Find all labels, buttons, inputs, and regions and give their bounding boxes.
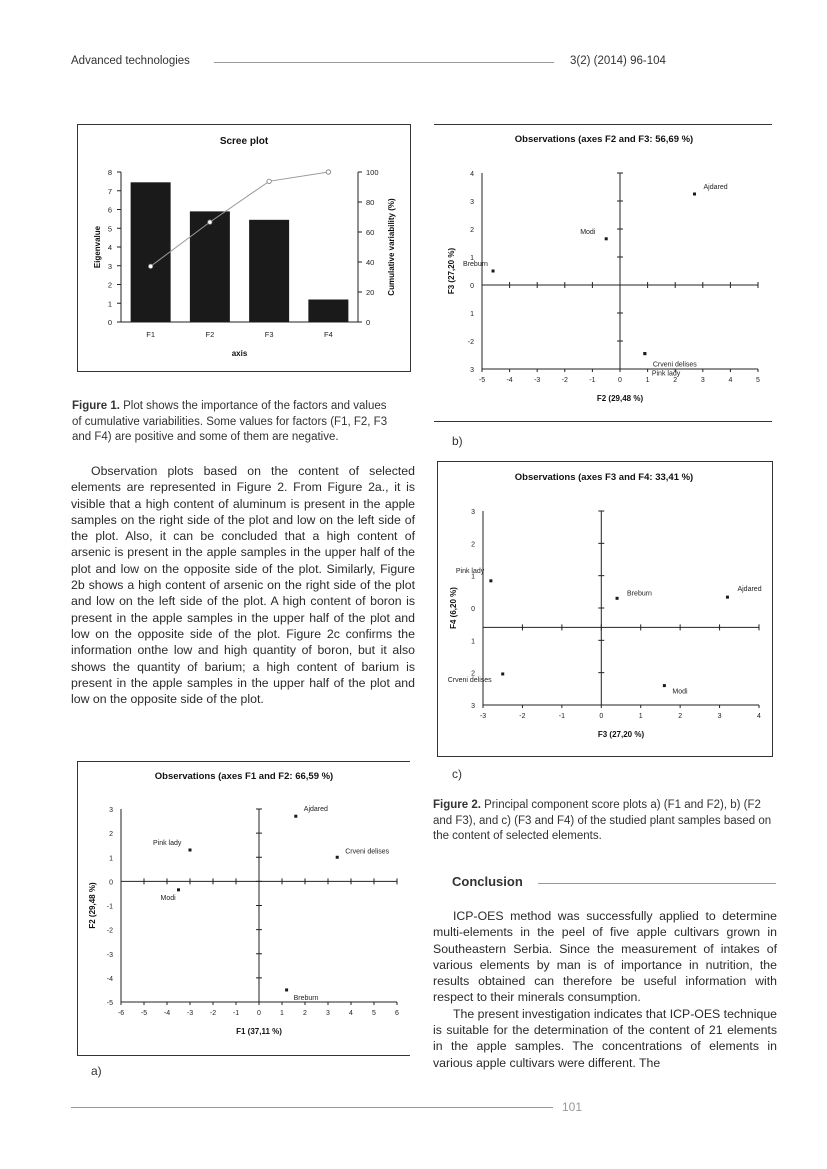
scree-y-label: Eigenvalue xyxy=(93,225,102,269)
x-tick-label: 4 xyxy=(757,713,761,720)
point-breburn xyxy=(616,597,619,600)
point-pink-lady xyxy=(189,849,192,852)
scree-y2-tick-label: 40 xyxy=(366,258,375,267)
scree-y-tick-label: 0 xyxy=(107,318,112,327)
x-tick-label: -3 xyxy=(479,713,487,720)
point-label-modi: Modi xyxy=(672,688,688,696)
scatter-title: Observations (axes F3 and F4: 33,41 %) xyxy=(514,472,694,483)
x-tick-label: -4 xyxy=(506,377,513,384)
issue-reference: 3(2) (2014) 96-104 xyxy=(570,55,666,67)
scree-bar-f2 xyxy=(190,211,230,322)
x-tick-label: 5 xyxy=(372,1010,376,1017)
figure-2b-panel xyxy=(434,125,772,421)
scree-y2-label: Cumulative variability (%) xyxy=(387,198,396,296)
figure-1-caption-label: Figure 1. xyxy=(72,400,120,412)
body-paragraph xyxy=(71,463,415,707)
y-tick-label: 1 xyxy=(470,255,474,262)
point-crveni-delises xyxy=(501,672,504,675)
cumulative-point-f3 xyxy=(267,179,271,183)
scree-x-label: axis xyxy=(231,349,248,358)
point-label-ajdared: Ajdared xyxy=(303,806,328,814)
point-label-pink-lady: Pink lady xyxy=(153,840,182,848)
y-tick-label: 3 xyxy=(471,509,475,516)
cumulative-point-f2 xyxy=(208,220,212,224)
y-tick-label: 4 xyxy=(470,171,474,178)
y-tick-label: 0 xyxy=(471,606,475,613)
y-tick-label: 1 xyxy=(471,638,475,646)
scree-y-tick-label: 7 xyxy=(107,186,112,196)
x-tick-label: 4 xyxy=(728,377,733,384)
y-tick-label: 3 xyxy=(109,807,113,814)
scree-y-tick-label: 6 xyxy=(107,205,112,215)
y-tick-label: -4 xyxy=(106,975,113,983)
x-tick-label: 3 xyxy=(700,377,705,384)
y-axis-label: F3 (27,20 %) xyxy=(447,247,456,295)
y-tick-label: 2 xyxy=(471,541,475,549)
scree-title: Scree plot xyxy=(219,136,269,147)
x-tick-label: 1 xyxy=(280,1010,284,1017)
scree-y-tick-label: 4 xyxy=(107,243,112,252)
scree-bar-f4 xyxy=(308,300,348,323)
point-breburn xyxy=(285,988,288,991)
scree-y2-tick-label: 100 xyxy=(366,168,379,177)
cumulative-point-f4 xyxy=(326,170,330,174)
x-tick-label: -5 xyxy=(478,377,486,384)
page-number: 101 xyxy=(562,1100,583,1114)
conclusion-paragraph-2: The present investigation indicates that ICP-OES technique is suitable for the determination of the content of 21 elements in the apple samples. The concentrations of elements in various apple cultivars were different. The xyxy=(433,1006,778,1070)
x-tick-label: 0 xyxy=(599,713,604,720)
y-axis-label: F4 (6,20 %) xyxy=(449,587,458,629)
point-label-breburn: Breburn xyxy=(627,590,652,598)
x-axis-label: F3 (27,20 %) xyxy=(597,730,645,739)
x-tick-label: 2 xyxy=(673,377,678,384)
scree-bar-f1 xyxy=(131,182,171,322)
point-label-crveni-delises: Crveni delises xyxy=(447,676,492,684)
cumulative-point-f1 xyxy=(148,264,152,268)
y-tick-label: 1 xyxy=(471,573,475,581)
x-tick-label: -1 xyxy=(589,377,596,384)
point-ajdared xyxy=(726,596,729,599)
point-pink-lady xyxy=(643,352,646,355)
scree-y2-tick-label: 0 xyxy=(366,318,371,327)
scree-x-tick-label: F3 xyxy=(264,330,274,339)
y-tick-label: 0 xyxy=(109,879,113,887)
figure-1-caption xyxy=(72,399,392,446)
x-tick-label: 4 xyxy=(349,1010,353,1017)
y-tick-label: 3 xyxy=(470,367,474,374)
y-tick-label: -1 xyxy=(106,903,113,911)
x-tick-label: 2 xyxy=(303,1010,307,1017)
point-label-breburn: Breburn xyxy=(463,261,488,268)
scree-x-tick-label: F1 xyxy=(146,330,156,339)
x-tick-label: -2 xyxy=(561,377,568,384)
scree-plot-svg xyxy=(78,125,410,371)
y-tick-label: 0 xyxy=(470,283,474,290)
figure-2b-svg xyxy=(434,125,772,421)
x-tick-label: -5 xyxy=(140,1010,148,1017)
scree-y-tick-label: 1 xyxy=(107,299,112,309)
x-tick-label: 5 xyxy=(756,377,760,384)
point-label-breburn: Breburn xyxy=(293,994,319,1002)
figure-2a-svg xyxy=(78,762,410,1055)
point-crveni-delises xyxy=(336,856,339,859)
point-label-pink-lady: Pink lady xyxy=(651,370,681,378)
figure-2-caption xyxy=(433,798,773,845)
figure-2a-panel xyxy=(77,761,410,1056)
y-tick-label: 2 xyxy=(470,227,474,234)
figure-2b-bottom-rule xyxy=(434,421,772,422)
y-tick-label: 1 xyxy=(470,311,474,318)
point-modi xyxy=(177,888,180,891)
figure-2c-svg xyxy=(438,462,772,756)
journal-name: Advanced technologies xyxy=(71,55,190,67)
point-ajdared xyxy=(693,193,696,196)
conclusion-rule xyxy=(538,883,776,884)
x-tick-label: -2 xyxy=(519,713,526,720)
x-tick-label: 0 xyxy=(618,377,622,384)
observation-paragraph: Observation plots based on the content of selected elements are represented in Figure 2. From Figure 2a., it is visible that a high content of aluminum is present in the apple samples on the right side of the plot and low on the left side of the plot. Also, it can be concluded that a high content of arsenic is present in the apple samples in the upper half of the plot and low on the opposite side of the plot. Similarly, Figure 2b shows a high content of arsenic on the right side of the plot and low on the left side of the plot. A high content of boron is present in the apple samples in the upper half of the plot and low on the opposite side of the plot. Figure 2c confirms the information onthe low and high quantity of boron, but it also shows the quantity of barium; a high content of barium is present in the apple samples in the upper half of the plot and low on the opposite side of the plot. xyxy=(71,464,415,707)
point-label-modi: Modi xyxy=(160,894,176,902)
point-label-ajdared: Ajdared xyxy=(737,586,762,594)
x-tick-label: 0 xyxy=(257,1010,261,1017)
x-axis-label: F1 (37,11 %) xyxy=(236,1027,282,1036)
x-tick-label: -4 xyxy=(163,1010,171,1017)
point-label-crveni-delises: Crveni delises xyxy=(652,361,697,369)
scree-x-tick-label: F2 xyxy=(205,330,215,339)
point-label-pink-lady: Pink lady xyxy=(455,567,485,575)
scree-y2-tick-label: 60 xyxy=(366,228,375,237)
y-tick-label: 2 xyxy=(471,670,475,678)
cumulative-variability-line xyxy=(151,172,329,266)
x-tick-label: -1 xyxy=(232,1010,240,1017)
footer-rule xyxy=(71,1107,553,1108)
scree-y-tick-label: 3 xyxy=(107,261,112,271)
x-tick-label: 6 xyxy=(395,1010,399,1017)
x-tick-label: -2 xyxy=(209,1010,217,1017)
conclusion-paragraph-1: ICP-OES method was successfully applied to determine multi-elements in the peel of five apple cultivars grown in Southeastern Serbia. Since the measurement of intakes of various elements by man is of importance in nutrition, the results obtained can therefore be useful information with respect to their minerals consumption. xyxy=(433,909,777,1005)
conclusion-heading: Conclusion xyxy=(452,874,523,889)
scree-x-tick-label: F4 xyxy=(323,330,333,339)
figure-2b-label: b) xyxy=(452,434,463,448)
y-axis-label: F2 (29,48 %) xyxy=(88,882,97,929)
x-tick-label: 1 xyxy=(638,713,643,720)
x-tick-label: -3 xyxy=(534,377,541,384)
figure-1-scree-plot xyxy=(77,124,411,372)
y-tick-label: -5 xyxy=(106,1000,113,1007)
x-tick-label: -3 xyxy=(186,1010,194,1017)
point-breburn xyxy=(492,270,495,273)
x-tick-label: 3 xyxy=(717,713,722,720)
header-rule xyxy=(214,62,554,63)
x-tick-label: 2 xyxy=(678,713,683,720)
figure-2-caption-text: Principal component score plots a) (F1 and F2), b) (F2 and F3), and c) (F3 and F4) of the studied plant samples based on the content of selected elements. xyxy=(433,799,772,842)
scree-y-tick-label: 2 xyxy=(107,280,112,290)
figure-1-caption-text: Plot shows the importance of the factors and values of cumulative variabilities. Some values for factors (F1, F2, F3 and F4) are positive and some of them are negative. xyxy=(72,400,388,443)
scree-y-tick-label: 8 xyxy=(107,168,112,177)
point-pink-lady xyxy=(489,579,492,582)
y-tick-label: -2 xyxy=(106,927,113,935)
scree-bar-f3 xyxy=(249,220,289,322)
figure-2-caption-label: Figure 2. xyxy=(433,799,481,811)
point-label-crveni-delises: Crveni delises xyxy=(345,848,390,856)
point-label-ajdared: Ajdared xyxy=(703,184,728,191)
conclusion-text xyxy=(433,908,777,1071)
figure-2c-panel xyxy=(437,461,773,757)
x-tick-label: 3 xyxy=(326,1010,330,1017)
point-modi xyxy=(663,684,666,687)
scree-y-tick-label: 5 xyxy=(107,224,112,234)
y-tick-label: 2 xyxy=(109,831,113,839)
point-ajdared xyxy=(294,815,297,818)
scree-y2-tick-label: 20 xyxy=(366,288,375,297)
x-tick-label: 1 xyxy=(645,377,650,384)
y-tick-label: 3 xyxy=(470,199,474,206)
x-axis-label: F2 (29,48 %) xyxy=(596,394,644,403)
scatter-title: Observations (axes F2 and F3: 56,69 %) xyxy=(514,134,694,145)
y-tick-label: -2 xyxy=(467,339,474,346)
scatter-title: Observations (axes F1 and F2: 66,59 %) xyxy=(154,771,334,782)
figure-2a-label: a) xyxy=(91,1064,102,1078)
y-tick-label: 1 xyxy=(109,855,113,863)
figure-2c-label: c) xyxy=(452,767,462,781)
x-tick-label: -1 xyxy=(558,713,565,720)
point-label-modi: Modi xyxy=(580,228,596,236)
y-tick-label: -3 xyxy=(106,951,113,959)
scree-y2-tick-label: 80 xyxy=(366,198,375,207)
point-modi xyxy=(605,237,608,240)
y-tick-label: 3 xyxy=(471,703,475,710)
x-tick-label: -6 xyxy=(117,1010,125,1017)
